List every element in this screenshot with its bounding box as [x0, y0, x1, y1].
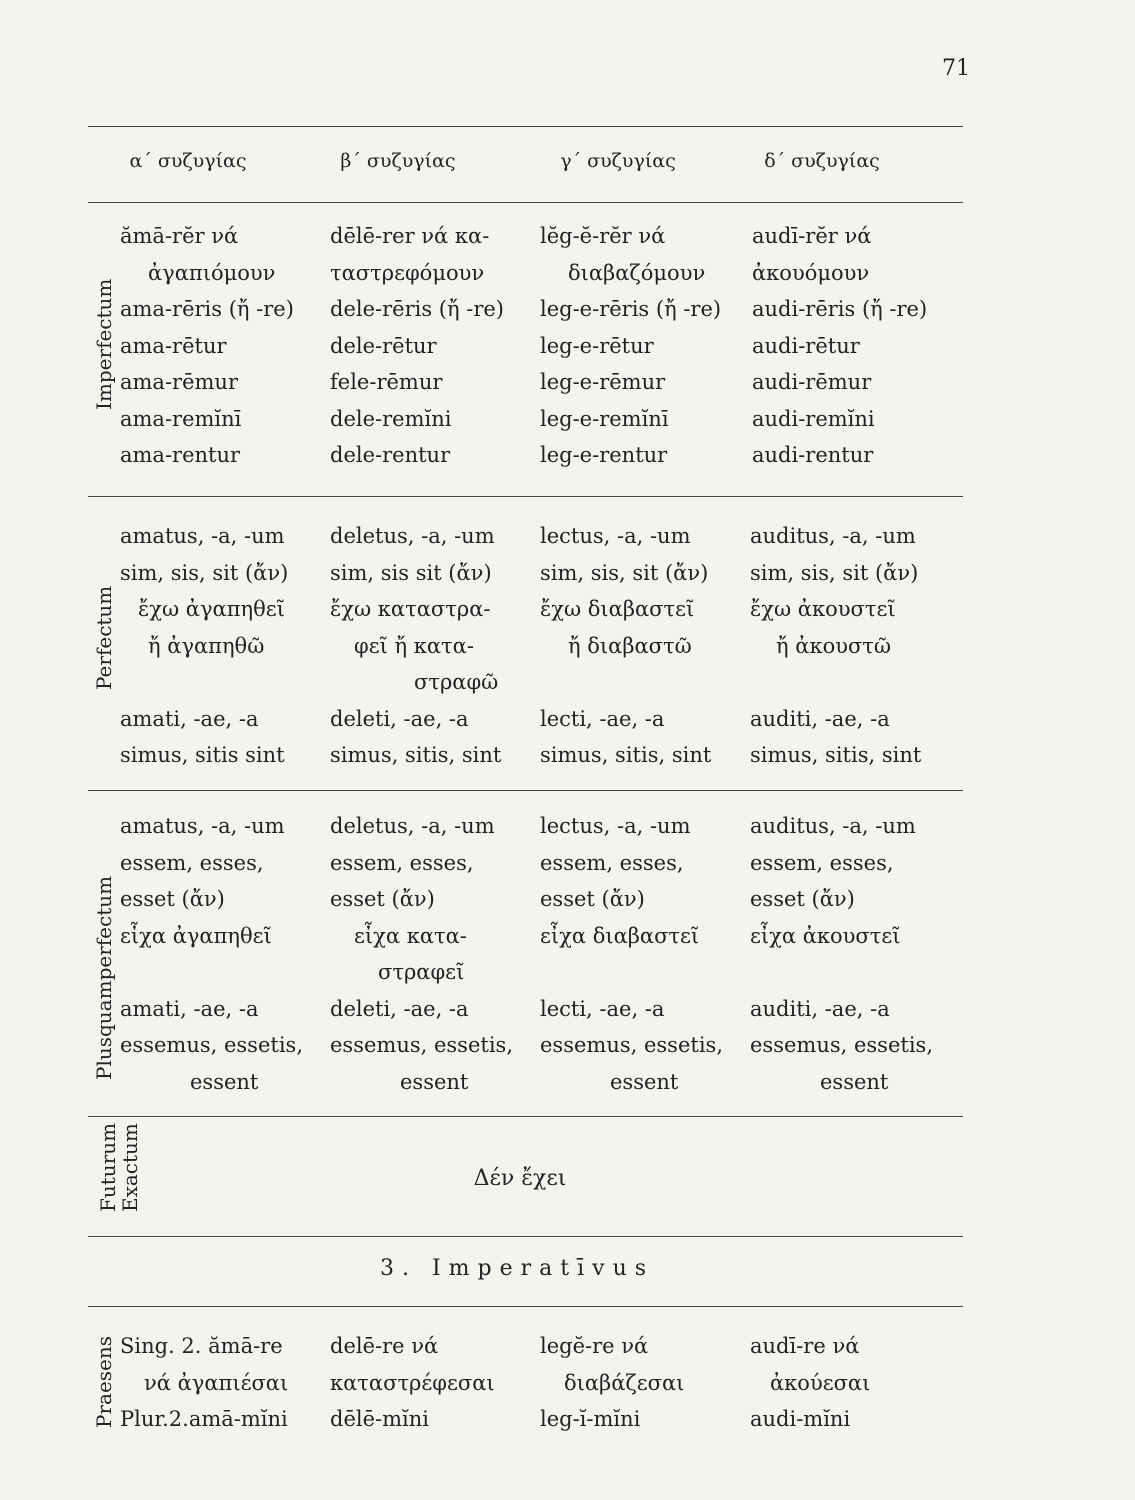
perfectum-rule [88, 790, 963, 791]
form-line: ἔχω ἀγαπηθεῖ [138, 597, 285, 621]
form-line: dele-rēris (ἤ -re) [330, 297, 504, 321]
form-line: audi-rentur [752, 443, 874, 467]
form-line: audi-mĭni [750, 1407, 851, 1431]
form-line: essem, esses, [330, 850, 474, 875]
form-line: essemus, essetis, [120, 1033, 303, 1057]
imperfectum-rule [88, 496, 963, 497]
form-line: ama-remĭnī [120, 406, 242, 431]
form-line: lecti, -ae, -a [540, 996, 665, 1021]
top-rule [88, 126, 963, 127]
header-conjugation-4: δ´ συζυγίας [764, 150, 880, 172]
plusquamperfectum-col-2 [330, 808, 513, 1100]
form-line: audi-rēris (ἤ -re) [752, 297, 928, 321]
form-line: Plur.2.amā-mĭni [120, 1407, 288, 1431]
form-line [540, 954, 723, 991]
form-line: esset (ἄν) [120, 887, 225, 911]
form-line: deletus, -a, -um [330, 814, 495, 838]
form-line: esset (ἄν) [540, 887, 645, 911]
form-line: sim, sis, sit (ἄν) [540, 560, 709, 585]
form-line: leg-e-rētur [540, 333, 654, 358]
form-line [120, 664, 288, 701]
form-line: ταστρεφόμουν [330, 260, 485, 285]
form-line: ama-rētur [120, 333, 227, 358]
form-line: essent [820, 1069, 889, 1094]
form-line: leg-ĭ-mĭni [540, 1407, 641, 1431]
form-line [750, 664, 921, 701]
plusquamperfectum-col-3 [540, 808, 723, 1100]
form-line: essent [610, 1069, 679, 1094]
form-line: esset (ἄν) [330, 887, 435, 911]
form-line: essem, esses, [120, 850, 264, 875]
form-line: deletus, -a, -um [330, 524, 495, 548]
form-line: amati, -ae, -a [120, 996, 259, 1021]
form-line: διαβαζόμουν [568, 260, 706, 285]
form-line: amatus, -a, -um [120, 814, 285, 838]
imperfectum-col-2 [330, 218, 504, 474]
form-line: ἔχω καταστρα- [330, 597, 491, 621]
form-line: essem, esses, [750, 850, 894, 875]
form-line: lecti, -ae, -a [540, 706, 665, 731]
form-line: ἤ διαβαστῶ [568, 633, 692, 658]
form-line: simus, sitis, sint [750, 743, 922, 767]
form-line: ἀγαπιόμουν [148, 260, 276, 285]
form-line: lectus, -a, -um [540, 524, 691, 548]
form-line: auditi, -ae, -a [750, 706, 890, 731]
form-line: sim, sis, sit (ἄν) [750, 560, 919, 585]
form-line: ămā-rĕr νά [120, 224, 239, 248]
form-line: dēlē-rer νά κα- [330, 224, 490, 248]
form-line: essent [190, 1069, 259, 1094]
section-label-perfectum: Perfectum [92, 585, 116, 690]
imperativus-col-4 [750, 1328, 870, 1438]
form-line: ἤ ἀκουστῶ [776, 633, 892, 658]
form-line: dele-rentur [330, 443, 451, 467]
form-line: dele-rētur [330, 333, 437, 358]
form-line: audī-re νά [750, 1334, 860, 1358]
perfectum-col-4 [750, 518, 921, 774]
form-line: audī-rĕr νά [752, 224, 872, 248]
form-line: lectus, -a, -um [540, 814, 691, 838]
form-line: leg-e-rēris (ἤ -re) [540, 297, 722, 321]
form-line: φεῖ ἤ κατα- [354, 633, 474, 658]
form-line: essem, esses, [540, 850, 684, 875]
header-conjugation-2: β´ συζυγίας [340, 150, 456, 172]
futurum-exactum-none: Δέν ἔχει [473, 1166, 567, 1191]
form-line: dēlē-mĭni [330, 1407, 429, 1431]
form-line: essemus, essetis, [750, 1033, 933, 1057]
header-rule [88, 202, 963, 203]
header-conjugation-1: α´ συζυγίας [129, 150, 247, 172]
form-line: simus, sitis sint [120, 743, 285, 767]
form-line: amatus, -a, -um [120, 524, 285, 548]
perfectum-col-1 [120, 518, 288, 774]
form-line: esset (ἄν) [750, 887, 855, 911]
form-line: delē-re νά [330, 1334, 439, 1358]
imperativus-rule [88, 1306, 963, 1307]
form-line: legĕ-re νά [540, 1334, 649, 1358]
form-line: καταστρέφεσαι [330, 1370, 495, 1395]
form-line: auditus, -a, -um [750, 814, 916, 838]
form-line: auditi, -ae, -a [750, 996, 890, 1021]
section-label-imperfectum: Imperfectum [92, 278, 116, 410]
form-line: ἤ ἀγαπηθῶ [148, 633, 265, 658]
form-line: leg-e-rēmur [540, 370, 666, 394]
form-line: sim, sis sit (ἄν) [330, 560, 492, 585]
page-number: 71 [942, 56, 970, 81]
imperfectum-col-1 [120, 218, 294, 474]
plusquamperfectum-col-4 [750, 808, 933, 1100]
futurum-rule [88, 1236, 963, 1237]
form-line [750, 954, 933, 991]
form-line: ama-rēmur [120, 370, 238, 394]
form-line: εἶχα ἀγαπηθεῖ [120, 923, 272, 948]
imperativus-col-2 [330, 1328, 495, 1438]
form-line [540, 664, 711, 701]
form-line: essemus, essetis, [330, 1033, 513, 1057]
form-line: διαβάζεσαι [564, 1370, 685, 1395]
form-line: εἶχα ἀκουστεῖ [750, 923, 901, 948]
form-line: dele-remĭni [330, 406, 452, 431]
perfectum-col-2 [330, 518, 501, 774]
form-line: ἔχω ἀκουστεῖ [750, 597, 896, 621]
imperativus-col-3 [540, 1328, 684, 1438]
form-line: sim, sis, sit (ἄν) [120, 560, 289, 585]
section-label-praesens: Praesens [92, 1335, 116, 1428]
form-line: deleti, -ae, -a [330, 706, 469, 731]
form-line: simus, sitis, sint [330, 743, 502, 767]
section-label-futurum: Futurum [96, 1122, 120, 1212]
form-line: εἶχα κατα- [354, 923, 467, 948]
form-line: amati, -ae, -a [120, 706, 259, 731]
form-line: ama-rēris (ἤ -re) [120, 297, 294, 321]
form-line: audi-rētur [752, 333, 860, 358]
form-line: essent [400, 1069, 469, 1094]
form-line: audi-rēmur [752, 370, 872, 394]
form-line: essemus, essetis, [540, 1033, 723, 1057]
perfectum-col-3 [540, 518, 711, 774]
form-line: ἀκουόμουν [752, 260, 870, 285]
imperativus-title: 3. Imperatīvus [380, 1256, 655, 1281]
form-line: lĕg-ĕ-rĕr νά [540, 224, 666, 248]
form-line: ama-rentur [120, 443, 241, 467]
header-conjugation-3: γ´ συζυγίας [560, 150, 676, 172]
form-line: audi-remĭni [752, 406, 875, 431]
form-line: ἀκούεσαι [770, 1370, 871, 1395]
section-label-plusquamperfectum: Plusquamperfectum [92, 875, 116, 1080]
form-line: fele-rēmur [330, 370, 443, 394]
imperativus-col-1 [120, 1328, 288, 1438]
imperfectum-col-3 [540, 218, 721, 474]
form-line: στραφεῖ [378, 960, 465, 984]
section-label-exactum: Exactum [118, 1123, 142, 1212]
form-line: leg-e-remĭnī [540, 406, 669, 431]
form-line [120, 954, 303, 991]
form-line: simus, sitis, sint [540, 743, 712, 767]
form-line: εἶχα διαβαστεῖ [540, 923, 700, 948]
imperfectum-col-4 [752, 218, 927, 474]
form-line: στραφῶ [414, 670, 499, 694]
form-line: ἔχω διαβαστεῖ [540, 597, 695, 621]
plusquamperfectum-rule [88, 1116, 963, 1117]
form-line: νά ἀγαπιέσαι [144, 1370, 289, 1395]
form-line: auditus, -a, -um [750, 524, 916, 548]
form-line: leg-e-rentur [540, 443, 668, 467]
form-line: Sing. 2. ămā-re [120, 1334, 283, 1358]
plusquamperfectum-col-1 [120, 808, 303, 1100]
form-line: deleti, -ae, -a [330, 996, 469, 1021]
